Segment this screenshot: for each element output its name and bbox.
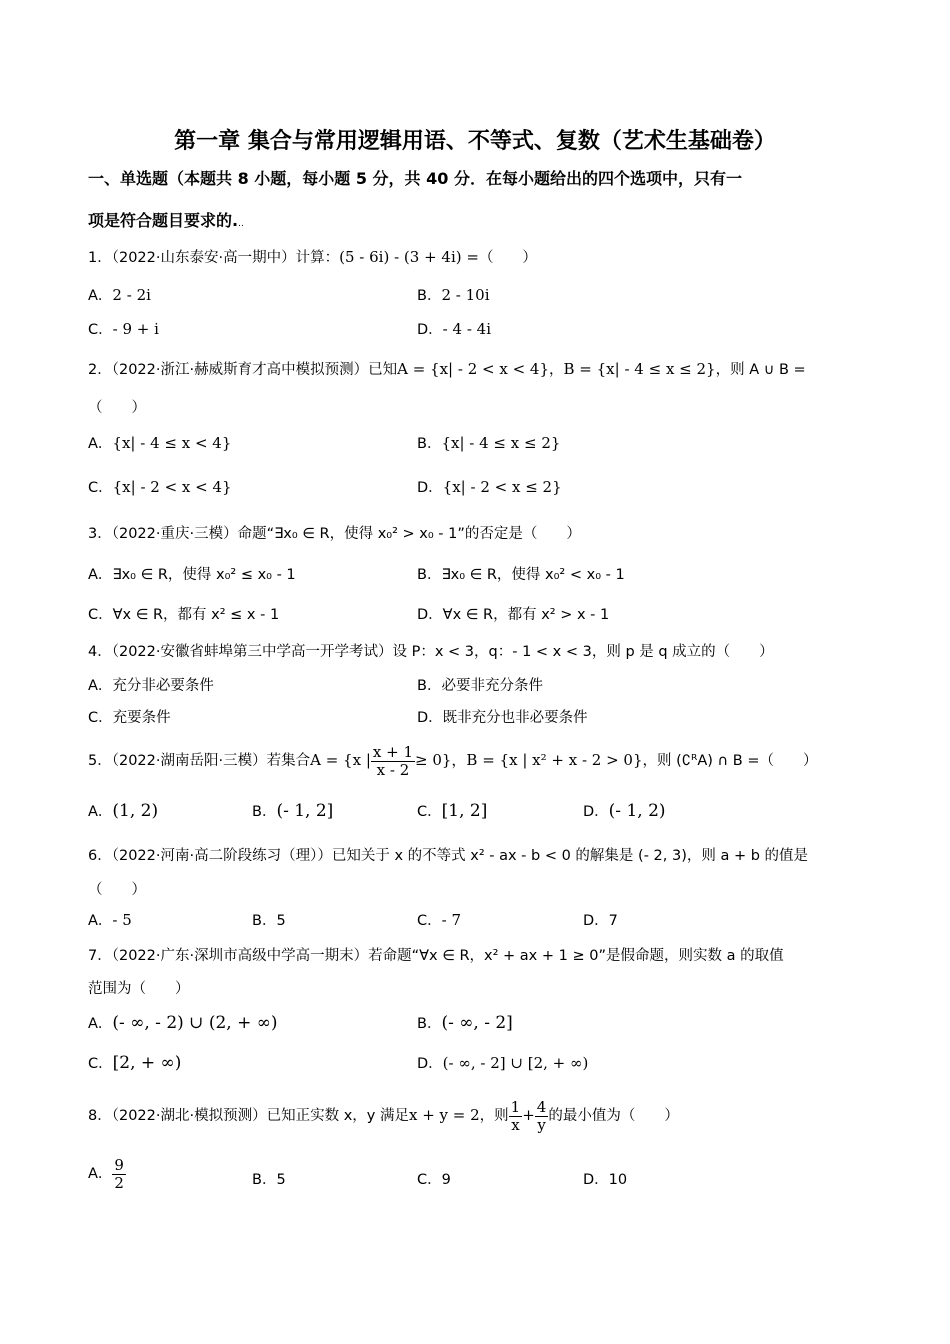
set-b-expression: B = {x| - 4 ≤ x ≤ 2} (563, 360, 716, 378)
question-5: 5．（2022·湖南岳阳·三模）若集合A = {x | $\frac{x + 1}{x - 2}$ ≥ 0}，B = {x | x² + x - 2 > 0}，则 (∁ᴿA) ∩ B =（ ） (88, 742, 818, 779)
option-a[interactable]: A．2 - 2i (88, 286, 151, 304)
option-b[interactable]: B．(- 1, 2] (252, 801, 334, 821)
option-a[interactable]: A．充分非必要条件 (88, 678, 214, 694)
fraction: $\frac{1}{x}$ (510, 1097, 521, 1134)
question-number: 1． (88, 250, 112, 266)
fraction: $\frac{4}{y}$ (536, 1097, 547, 1134)
option-c[interactable]: C．[2, + ∞) (88, 1053, 182, 1073)
question-6: 6．（2022·河南·高二阶段练习（理））已知关于 x 的不等式 x² - ax - b < 0 的解集是 (- 2, 3)，则 a + b 的值是 (88, 848, 809, 864)
page-title: 第一章 集合与常用逻辑用语、不等式、复数（艺术生基础卷） (174, 129, 776, 154)
option-b[interactable]: B．5 (252, 1172, 286, 1188)
set-a-expression: A = {x| - 2 < x < 4} (397, 360, 550, 378)
question-3: 3．（2022·重庆·三模）命题“∃x₀ ∈ R，使得 x₀² > x₀ - 1”的否定是（ ） (88, 526, 581, 542)
answer-parens: （ ） (88, 882, 146, 898)
option-c[interactable]: C．[1, 2] (417, 801, 488, 821)
question-source: （2022·重庆·三模）命题“∃x₀ ∈ R，使得 x₀² > x₀ - 1”的否定是（ ） (111, 526, 581, 542)
section-header-line2: 项是符合题目要求的... (88, 211, 244, 230)
option-a[interactable]: A．(1, 2) (88, 801, 159, 821)
option-b[interactable]: B．{x| - 4 ≤ x ≤ 2} (417, 434, 561, 452)
option-b[interactable]: B．5 (252, 913, 286, 929)
option-c[interactable]: C．{x| - 2 < x < 4} (88, 478, 232, 496)
section-header-line1: 一、单选题（本题共 8 小题，每小题 5 分，共 40 分．在每小题给出的四个选项中，只有一 (88, 169, 742, 188)
question-8: 8．（2022·湖北·模拟预测）已知正实数 x，y 满足x + y = 2，则 $\frac{1}{x}$ + $\frac{4}{y}$ 的最小值为（ ） (88, 1097, 679, 1134)
question-4: 4．（2022·安徽省蚌埠第三中学高一开学考试）设 P：x < 3，q：- 1 < x < 3，则 p 是 q 成立的（ ） (88, 644, 774, 660)
question-source: （2022·湖南岳阳·三模）若集合 (111, 753, 311, 769)
option-d[interactable]: D．7 (583, 913, 618, 929)
option-b[interactable]: B．(- ∞, - 2] (417, 1013, 513, 1033)
option-a[interactable]: A．(- ∞, - 2) ∪ (2, + ∞) (88, 1013, 278, 1033)
option-b[interactable]: B．2 - 10i (417, 286, 490, 304)
option-d[interactable]: D．(- 1, 2) (583, 801, 666, 821)
option-b[interactable]: B．∃x₀ ∈ R，使得 x₀² < x₀ - 1 (417, 567, 625, 583)
fraction: $\frac{9}{2}$ (114, 1155, 124, 1192)
option-c[interactable]: C．充要条件 (88, 710, 171, 726)
question-source: （2022·浙江·赫威斯育才高中模拟预测）已知 (111, 362, 398, 378)
option-a[interactable]: A．∃x₀ ∈ R，使得 x₀² ≤ x₀ - 1 (88, 567, 296, 583)
option-d[interactable]: D．10 (583, 1172, 628, 1188)
fraction: $\frac{x + 1}{x - 2}$ (372, 742, 413, 779)
question-source: （2022·广东·深圳市高级中学高一期末）若命题“∀x ∈ R，x² + ax + 1 ≥ 0”是假命题，则实数 a 的取值 (111, 948, 784, 964)
question-7: 7．（2022·广东·深圳市高级中学高一期末）若命题“∀x ∈ R，x² + ax + 1 ≥ 0”是假命题，则实数 a 的取值 (88, 948, 784, 964)
option-c[interactable]: C．- 9 + i (88, 320, 159, 338)
question-7-line2: 范围为（ ） (88, 981, 190, 997)
option-c[interactable]: C．∀x ∈ R，都有 x² ≤ x - 1 (88, 607, 280, 623)
answer-parens: （ ） (88, 400, 146, 416)
answer-parens: （ ） (478, 250, 537, 266)
question-tail: ，则 A ∪ B = (715, 362, 806, 378)
option-a[interactable]: A．{x| - 4 ≤ x < 4} (88, 434, 232, 452)
option-d[interactable]: D．{x| - 2 < x ≤ 2} (417, 478, 562, 496)
section-header (88, 158, 863, 245)
question-1 (88, 246, 537, 267)
question-2: 2．（2022·浙江·赫威斯育才高中模拟预测）已知A = {x| - 2 < x < 4}，B = {x| - 4 ≤ x ≤ 2}，则 A ∪ B = (88, 360, 806, 378)
question-source: （2022·安徽省蚌埠第三中学高一开学考试）设 P：x < 3，q：- 1 < x < 3，则 p 是 q 成立的（ ） (111, 644, 774, 660)
option-d[interactable]: D．(- ∞, - 2] ∪ [2, + ∞) (417, 1054, 589, 1072)
question-source: （2022·河南·高二阶段练习（理））已知关于 x 的不等式 x² - ax - b < 0 的解集是 (- 2, 3)，则 a + b 的值是 (111, 848, 809, 864)
question-expression: (5 - 6i) - (3 + 4i) = (339, 248, 479, 266)
option-a[interactable]: A．- 5 (88, 911, 132, 929)
option-a[interactable]: A． $\frac{9}{2}$ (88, 1155, 124, 1192)
option-c[interactable]: C．9 (417, 1172, 451, 1188)
option-c[interactable]: C．- 7 (417, 911, 462, 929)
option-d[interactable]: D．- 4 - 4i (417, 320, 491, 338)
question-source: （2022·湖北·模拟预测）已知正实数 x，y 满足 (111, 1108, 409, 1124)
option-d[interactable]: D．∀x ∈ R，都有 x² > x - 1 (417, 607, 610, 623)
question-source: （2022·山东泰安·高一期中）计算： (111, 250, 340, 266)
option-d[interactable]: D．既非充分也非必要条件 (417, 710, 588, 726)
option-b[interactable]: B．必要非充分条件 (417, 678, 543, 694)
